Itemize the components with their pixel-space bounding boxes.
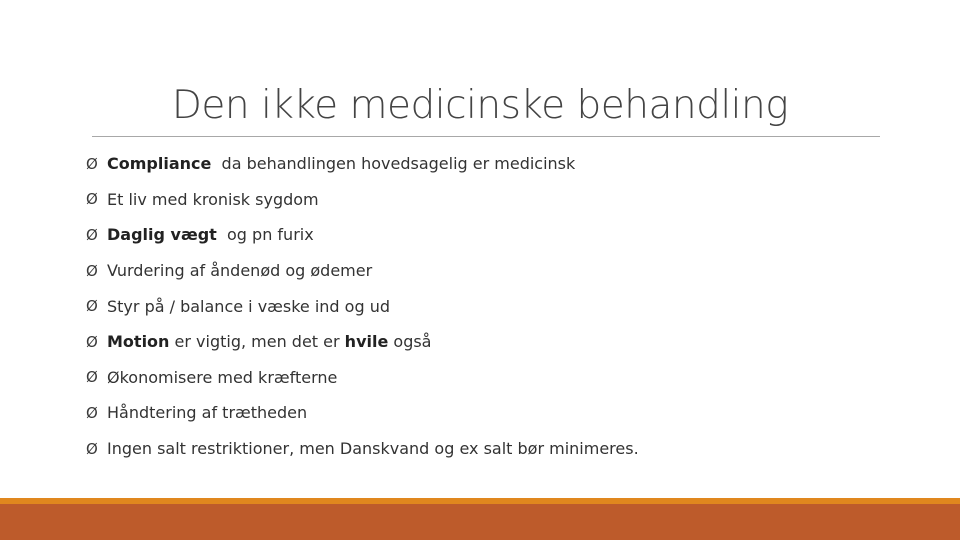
arrow-bullet-icon: Ø [86, 368, 98, 387]
title-divider [92, 136, 880, 137]
bullet-item [86, 217, 926, 253]
bullet-item [86, 288, 926, 324]
slide-title: Den ikke medicinske behandling [171, 83, 789, 128]
bullet-text: Styr på / balance i væske ind og ud [107, 296, 390, 316]
arrow-bullet-icon: Ø [86, 261, 98, 280]
arrow-bullet-icon: Ø [86, 439, 98, 458]
bullet-text: Økonomisere med kræfterne [107, 367, 338, 387]
bullet-text-bold: Motion [107, 332, 170, 352]
bullet-text: Ingen salt restriktioner, men Danskvand og ex salt bør minimeres. [107, 439, 639, 459]
bullet-list [86, 146, 926, 466]
bullet-item [86, 182, 926, 218]
bullet-text: da behandlingen hovedsagelig er medicinsk [211, 154, 576, 174]
bullet-text: Et liv med kronisk sygdom [107, 189, 319, 209]
footer-band [0, 504, 960, 540]
bullet-item [86, 360, 926, 396]
bullet-item [86, 324, 926, 360]
bullet-text: Vurdering af åndenød og ødemer [107, 261, 373, 281]
bullet-text-bold: Compliance [107, 154, 212, 174]
bullet-text: er vigtig, men det er [169, 332, 345, 352]
arrow-bullet-icon: Ø [86, 225, 98, 244]
bullet-item [86, 395, 926, 431]
bullet-item [86, 431, 926, 467]
bullet-item [86, 146, 926, 182]
bullet-text: og pn furix [216, 225, 314, 245]
bullet-text-bold: Daglig vægt [107, 225, 217, 245]
arrow-bullet-icon: Ø [86, 403, 98, 422]
bullet-text-bold: hvile [344, 332, 389, 352]
arrow-bullet-icon: Ø [86, 190, 98, 209]
arrow-bullet-icon: Ø [86, 297, 98, 316]
arrow-bullet-icon: Ø [86, 332, 98, 351]
bullet-text: Håndtering af trætheden [107, 403, 308, 423]
arrow-bullet-icon: Ø [86, 154, 98, 173]
bullet-text: også [388, 332, 432, 352]
bullet-item [86, 253, 926, 289]
